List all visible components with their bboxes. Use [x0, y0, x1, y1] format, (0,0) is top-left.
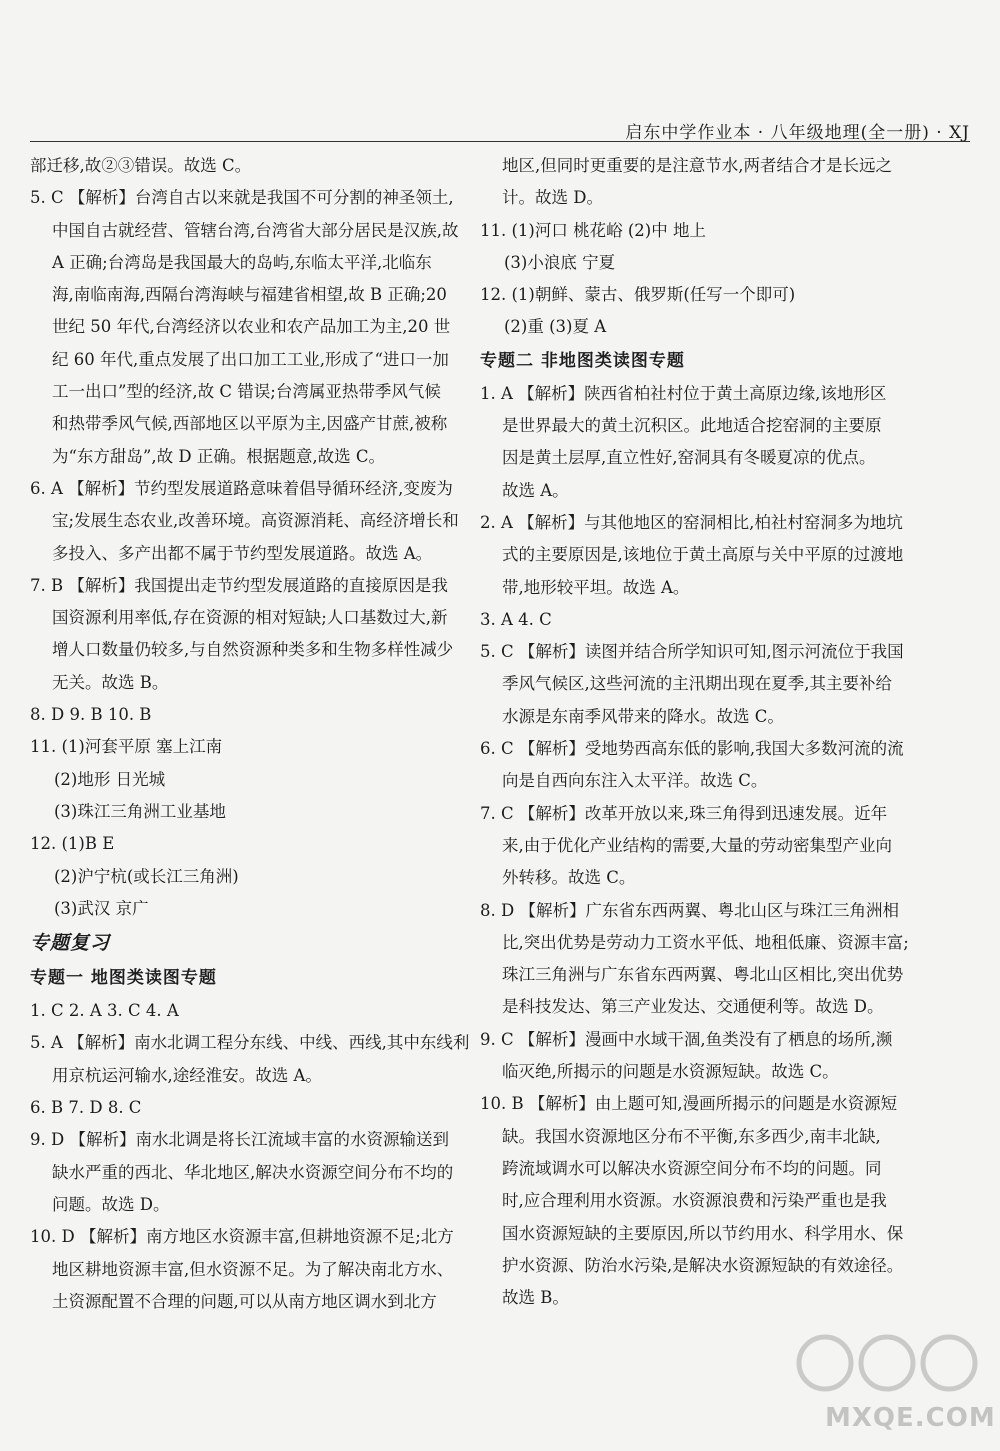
answer-line: 问题。故选 D。: [52, 1194, 170, 1214]
answer-line: 缺。我国水资源地区分布不平衡,东多西少,南丰北缺,: [502, 1126, 881, 1146]
answer-line: 11. (1)河套平原 塞上江南: [30, 737, 223, 757]
answer-line: 无关。故选 B。: [52, 672, 169, 692]
answer-line: 11. (1)河口 桃花峪 (2)中 地上: [480, 220, 706, 240]
answer-line: (2)重 (3)夏 A: [504, 317, 607, 337]
answer-line: 带,地形较平坦。故选 A。: [502, 577, 690, 597]
answer-line: 1. C 2. A 3. C 4. A: [30, 1001, 179, 1021]
answer-line: 时,应合理利用水资源。水资源浪费和污染严重也是我: [502, 1191, 887, 1211]
page-header: 启东中学作业本 · 八年级地理(全一册) · XJ: [625, 123, 970, 143]
answer-line: 护水资源、防治水污染,是解决水资源短缺的有效途径。: [502, 1255, 904, 1275]
answer-line: 季风气候区,这些河流的主汛期出现在夏季,其主要补给: [502, 674, 892, 694]
answer-line: 外转移。故选 C。: [502, 868, 636, 888]
answer-line: 6. B 7. D 8. C: [30, 1098, 142, 1118]
answer-line: 海,南临南海,西隔台湾海峡与福建省相望,故 B 正确;20: [52, 285, 447, 305]
answer-line: 5. C 【解析】台湾自古以来就是我国不可分割的神圣领土,: [30, 188, 454, 208]
answer-line: 因是黄土层厚,直立性好,窑洞具有冬暖夏凉的优点。: [502, 448, 876, 468]
answer-line: 2. A 【解析】与其他地区的窑洞相比,柏社村窑洞多为地坑: [480, 512, 903, 532]
answer-line: 跨流域调水可以解决水资源空间分布不均的问题。同: [502, 1158, 882, 1178]
answer-line: 是科技发达、第三产业发达、交通便利等。故选 D。: [502, 997, 884, 1017]
topic-title: 专题二 非地图类读图专题: [480, 350, 685, 371]
answer-line: 5. A 【解析】南水北调工程分东线、中线、西线,其中东线利: [30, 1033, 470, 1053]
answer-line: 工一出口”型的经济,故 C 错误;台湾属亚热带季风气候: [52, 382, 441, 402]
answer-line: 来,由于优化产业结构的需要,大量的劳动密集型产业向: [502, 835, 892, 855]
answer-line: (3)武汉 京广: [54, 898, 149, 918]
answer-line: 9. D 【解析】南水北调是将长江流域丰富的水资源输送到: [30, 1130, 449, 1150]
answer-line: 7. C 【解析】改革开放以来,珠三角得到迅速发展。近年: [480, 803, 888, 823]
answer-line: 宝;发展生态农业,改善环境。高资源消耗、高经济增长和: [52, 511, 459, 531]
answer-line: 为“东方甜岛”,故 D 正确。根据题意,故选 C。: [52, 446, 385, 466]
answer-line: 故选 B。: [502, 1288, 569, 1308]
answer-line: 用京杭运河输水,途经淮安。故选 A。: [52, 1065, 322, 1085]
answer-line: 12. (1)朝鲜、蒙古、俄罗斯(任写一个即可): [480, 285, 796, 305]
answer-line: 纪 60 年代,重点发展了出口加工工业,形成了“进口一加: [52, 349, 449, 369]
answer-line: (3)珠江三角洲工业基地: [54, 801, 226, 821]
answer-circle-logo-icon: [795, 1323, 980, 1403]
answer-line: 和热带季风气候,西部地区以平原为主,因盛产甘蔗,被称: [52, 414, 448, 434]
answer-line: 6. C 【解析】受地势西高东低的影响,我国大多数河流的流: [480, 739, 904, 759]
answer-line: 1. A 【解析】陕西省柏社村位于黄土高原边缘,该地形区: [480, 383, 887, 403]
watermark-logo: [795, 1323, 996, 1433]
answer-line: 8. D 【解析】广东省东西两翼、粤北山区与珠江三角洲相: [480, 900, 899, 920]
answer-line: 8. D 9. B 10. B: [30, 705, 152, 725]
answer-line: 故选 A。: [502, 480, 569, 500]
answer-line: 缺水严重的西北、华北地区,解决水资源空间分布不均的: [52, 1162, 454, 1182]
answer-line: 多投入、多产出都不属于节约型发展道路。故选 A。: [52, 543, 433, 563]
answer-line: 土资源配置不合理的问题,可以从南方地区调水到北方: [52, 1291, 437, 1311]
answer-line: (3)小浪底 宁夏: [504, 252, 616, 272]
answer-line: 珠江三角洲与广东省东西两翼、粤北山区相比,突出优势: [502, 965, 904, 985]
answer-line: 世纪 50 年代,台湾经济以农业和农产品加工为主,20 世: [52, 317, 451, 337]
answer-line: 国资源利用率低,存在资源的相对短缺;人口基数过大,新: [52, 608, 448, 628]
answer-line: 7. B 【解析】我国提出走节约型发展道路的直接原因是我: [30, 575, 448, 595]
answer-line: 计。故选 D。: [502, 188, 603, 208]
answer-line: 12. (1)B E: [30, 834, 115, 854]
answer-line: 增人口数量仍较多,与自然资源种类多和生物多样性减少: [52, 640, 454, 660]
answer-line: A 正确;台湾岛是我国最大的岛屿,东临太平洋,北临东: [52, 252, 432, 272]
watermark-text: MXQE.COM: [825, 1403, 996, 1433]
section-title: 专题复习: [30, 932, 111, 955]
answer-line: 9. C 【解析】漫画中水域干涸,鱼类没有了栖息的场所,濒: [480, 1029, 893, 1049]
right-column: [480, 150, 912, 1314]
answer-line: 中国自古就经营、管辖台湾,台湾省大部分居民是汉族,故: [52, 220, 459, 240]
answer-line: 部迁移,故②③错误。故选 C。: [30, 156, 252, 175]
answer-line: 10. D 【解析】南方地区水资源丰富,但耕地资源不足;北方: [30, 1227, 454, 1247]
answer-line: 5. C 【解析】读图并结合所学知识可知,图示河流位于我国: [480, 642, 904, 662]
answer-line: 比,突出优势是劳动力工资水平低、地租低廉、资源丰富;: [502, 932, 909, 952]
answer-line: 6. A 【解析】节约型发展道路意味着倡导循环经济,变废为: [30, 478, 453, 498]
answer-line: 临灭绝,所揭示的问题是水资源短缺。故选 C。: [502, 1062, 839, 1082]
answer-line: 国水资源短缺的主要原因,所以节约用水、科学用水、保: [502, 1223, 904, 1243]
answer-line: 3. A 4. C: [480, 609, 552, 629]
left-column: [30, 150, 480, 1318]
answer-line: 向是自西向东注入太平洋。故选 C。: [502, 771, 768, 791]
answer-line: (2)地形 日光城: [54, 769, 166, 789]
answer-line: (2)沪宁杭(或长江三角洲): [54, 866, 239, 886]
answer-line: 水源是东南季风带来的降水。故选 C。: [502, 706, 784, 726]
header-divider: [30, 141, 970, 142]
answer-line: 是世界最大的黄土沉积区。此地适合挖窑洞的主要原: [502, 416, 882, 436]
answer-line: 地区耕地资源丰富,但水资源不足。为了解决南北方水、: [52, 1259, 454, 1279]
topic-title: 专题一 地图类读图专题: [30, 968, 217, 989]
answer-line: 式的主要原因是,该地位于黄土高原与关中平原的过渡地: [502, 545, 904, 565]
answer-line: 10. B 【解析】由上题可知,漫画所揭示的问题是水资源短: [480, 1094, 898, 1114]
answer-line: 地区,但同时更重要的是注意节水,两者结合才是长远之: [502, 156, 892, 175]
